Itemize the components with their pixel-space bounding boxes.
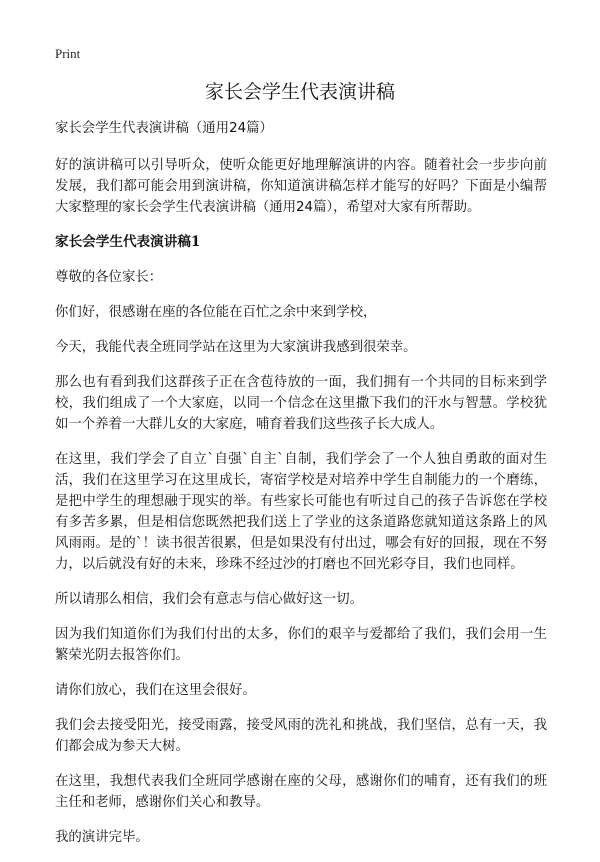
document-body <box>55 118 547 862</box>
body-paragraph: 所以请那么相信，我们会有意志与信心做好这一切。 <box>55 592 363 607</box>
document-subtitle: 家长会学生代表演讲稿（通用24篇） <box>55 121 273 136</box>
print-link[interactable]: Print <box>55 46 81 61</box>
body-paragraph: 那么也有看到我们这群孩子正在含苞待放的一面，我们拥有一个共同的目标来到学校，我们组成了一个大家庭，以同一个信念在这里撒下我们的汗水与智慧。学校犹如一个养着一大群儿女的大家庭，哺育着我们这些孩子长大成人。 <box>55 375 547 432</box>
body-paragraph: 因为我们知道你们为我们付出的太多，你们的艰辛与爱都给了我们，我们会用一生繁荣光阴去报答你们。 <box>55 627 547 663</box>
section-heading: 家长会学生代表演讲稿1 <box>55 234 201 250</box>
body-paragraph: 在这里，我想代表我们全班同学感谢在座的父母，感谢你们的哺育，还有我们的班主任和老师，感谢你们关心和教导。 <box>55 774 547 810</box>
body-paragraph: 今天，我能代表全班同学站在这里为大家演讲我感到很荣幸。 <box>55 340 417 355</box>
closing-line: 我的演讲完毕。 <box>55 830 149 845</box>
body-paragraph: 你们好，很感谢在座的各位能在百忙之余中来到学校， <box>55 305 377 320</box>
body-paragraph: 在这里，我们学会了自立`自强`自主`自制，我们学会了一个人独自勇敢的面对生活，我们在这里学习在这里成长，寄宿学校是对培养中学生自制能力的一个磨练，是把中学生的理想融于现实的举。有些家长可能也有听过自己的孩子告诉您在学校有多苦多累，但是相信您既然把我们送上了学业的这条道路您就知道这条路上的风风雨雨。是的`！读书很苦很累，但是如果没有付出过，哪会有好的回报，现在不努力，以后就没有好的未来，珍珠不经过沙的打磨也不回光彩夺目，我们也同样。 <box>55 452 547 572</box>
body-paragraph: 我们会去接受阳光，接受雨露，接受风雨的洗礼和挑战，我们坚信，总有一天，我们都会成为参天大树。 <box>55 718 547 754</box>
body-paragraph: 请你们放心，我们在这里会很好。 <box>55 683 256 698</box>
salutation: 尊敬的各位家长： <box>55 270 163 285</box>
page-title: 家长会学生代表演讲稿 <box>204 81 395 103</box>
intro-paragraph: 好的演讲稿可以引导听众，使听众能更好地理解演讲的内容。随着社会一步步向前发展，我们都可能会用到演讲稿，你知道演讲稿怎样才能写的好吗？下面是小编帮大家整理的家长会学生代表演讲稿（通用24篇），希望对大家有所帮助。 <box>55 158 547 215</box>
